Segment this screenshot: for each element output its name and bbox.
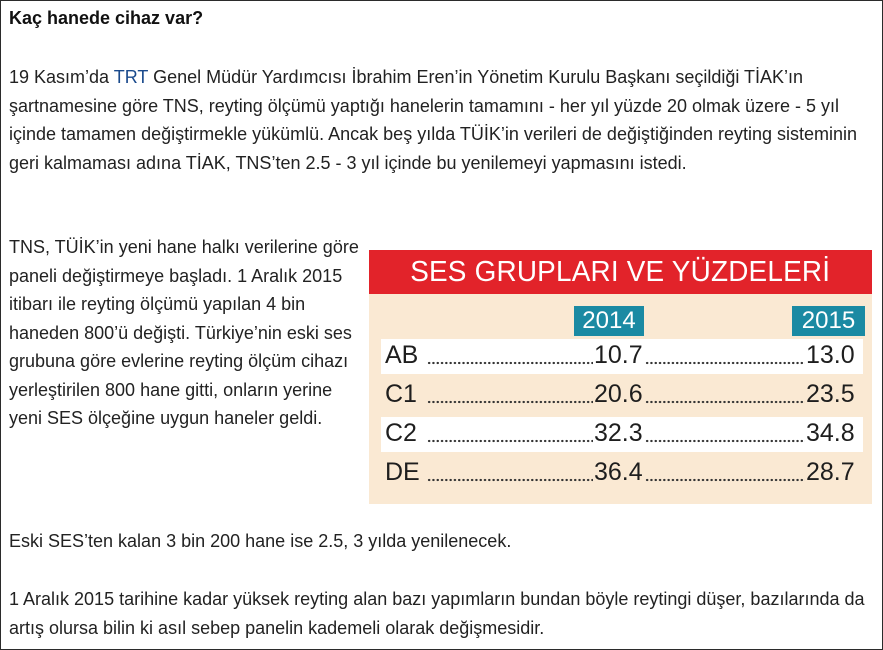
year-header-2015: 2015 (792, 306, 865, 336)
paragraph-4: 1 Aralık 2015 tarihine kadar yüksek reyting alan bazı yapımların bundan böyle reytingi düşer, bazılarında da artış olursa bilin ki asıl sebep panelin kademeli olarak değişmesidir. (9, 589, 865, 638)
ses-value-2015: 23.5 (806, 380, 855, 408)
trt-link[interactable]: TRT (113, 67, 149, 87)
dot-leader (427, 400, 593, 404)
ses-value-2014: 10.7 (594, 341, 643, 369)
ses-group-label: AB (385, 341, 419, 369)
dot-leader (645, 400, 805, 404)
ses-row-ab (381, 339, 863, 374)
ses-table-title: SES GRUPLARI VE YÜZDELERİ (369, 250, 872, 294)
paragraph-1-rest: Genel Müdür Yardımcısı İbrahim Eren’in Yönetim Kurulu Başkanı seçildiği TİAK’ın şartnamesine göre TNS, reyting ölçümü yaptığı hanelerin tamamını - her yıl yüzde 20 olmak üzere - 5 yıl içinde tamamen değiştirmekle yükümlü. Ancak beş yılda TÜİK’in verileri de değiştiğinden reyting sisteminin geri kalmaması adına TİAK, TNS’ten 2.5 - 3 yıl içinde bu yenilemeyi yapmasını istedi. (9, 67, 858, 173)
paragraph-3: Eski SES’ten kalan 3 bin 200 hane ise 2.5, 3 yılda yenilenecek. (9, 531, 512, 551)
year-header-2014: 2014 (574, 306, 644, 336)
ses-value-2014: 32.3 (594, 419, 643, 447)
dot-leader (427, 478, 593, 482)
ses-value-2015: 13.0 (806, 341, 855, 369)
dot-leader (645, 361, 805, 365)
ses-row-c2 (381, 417, 863, 452)
dot-leader (645, 478, 805, 482)
ses-value-2015: 28.7 (806, 458, 855, 486)
paragraph-2: TNS, TÜİK’in yeni hane halkı verilerine göre paneli değiştirmeye başladı. 1 Aralık 2015 itibarı ile reyting ölçümü yapılan 4 bin haneden 800’ü değişti. Türkiye’nin eski ses grubuna göre evlerine reyting ölçüm cihazı yerleştirilen 800 hane gitti, onların yerine yeni SES ölçeğine uygun haneler geldi. (9, 237, 359, 428)
ses-value-2014: 36.4 (594, 458, 643, 486)
paragraph-1 (9, 63, 869, 177)
ses-row-de (381, 456, 863, 491)
section-heading: Kaç hanede cihaz var? (9, 8, 204, 28)
ses-value-2014: 20.6 (594, 380, 643, 408)
ses-value-2015: 34.8 (806, 419, 855, 447)
ses-table-image (369, 250, 872, 504)
paragraph-1-start: 19 Kasım’da (9, 67, 114, 87)
ses-group-label: C1 (385, 380, 417, 408)
ses-group-label: DE (385, 458, 420, 486)
ses-group-label: C2 (385, 419, 417, 447)
dot-leader (427, 361, 593, 365)
dot-leader (645, 439, 805, 443)
ses-row-c1 (381, 378, 863, 413)
dot-leader (427, 439, 593, 443)
